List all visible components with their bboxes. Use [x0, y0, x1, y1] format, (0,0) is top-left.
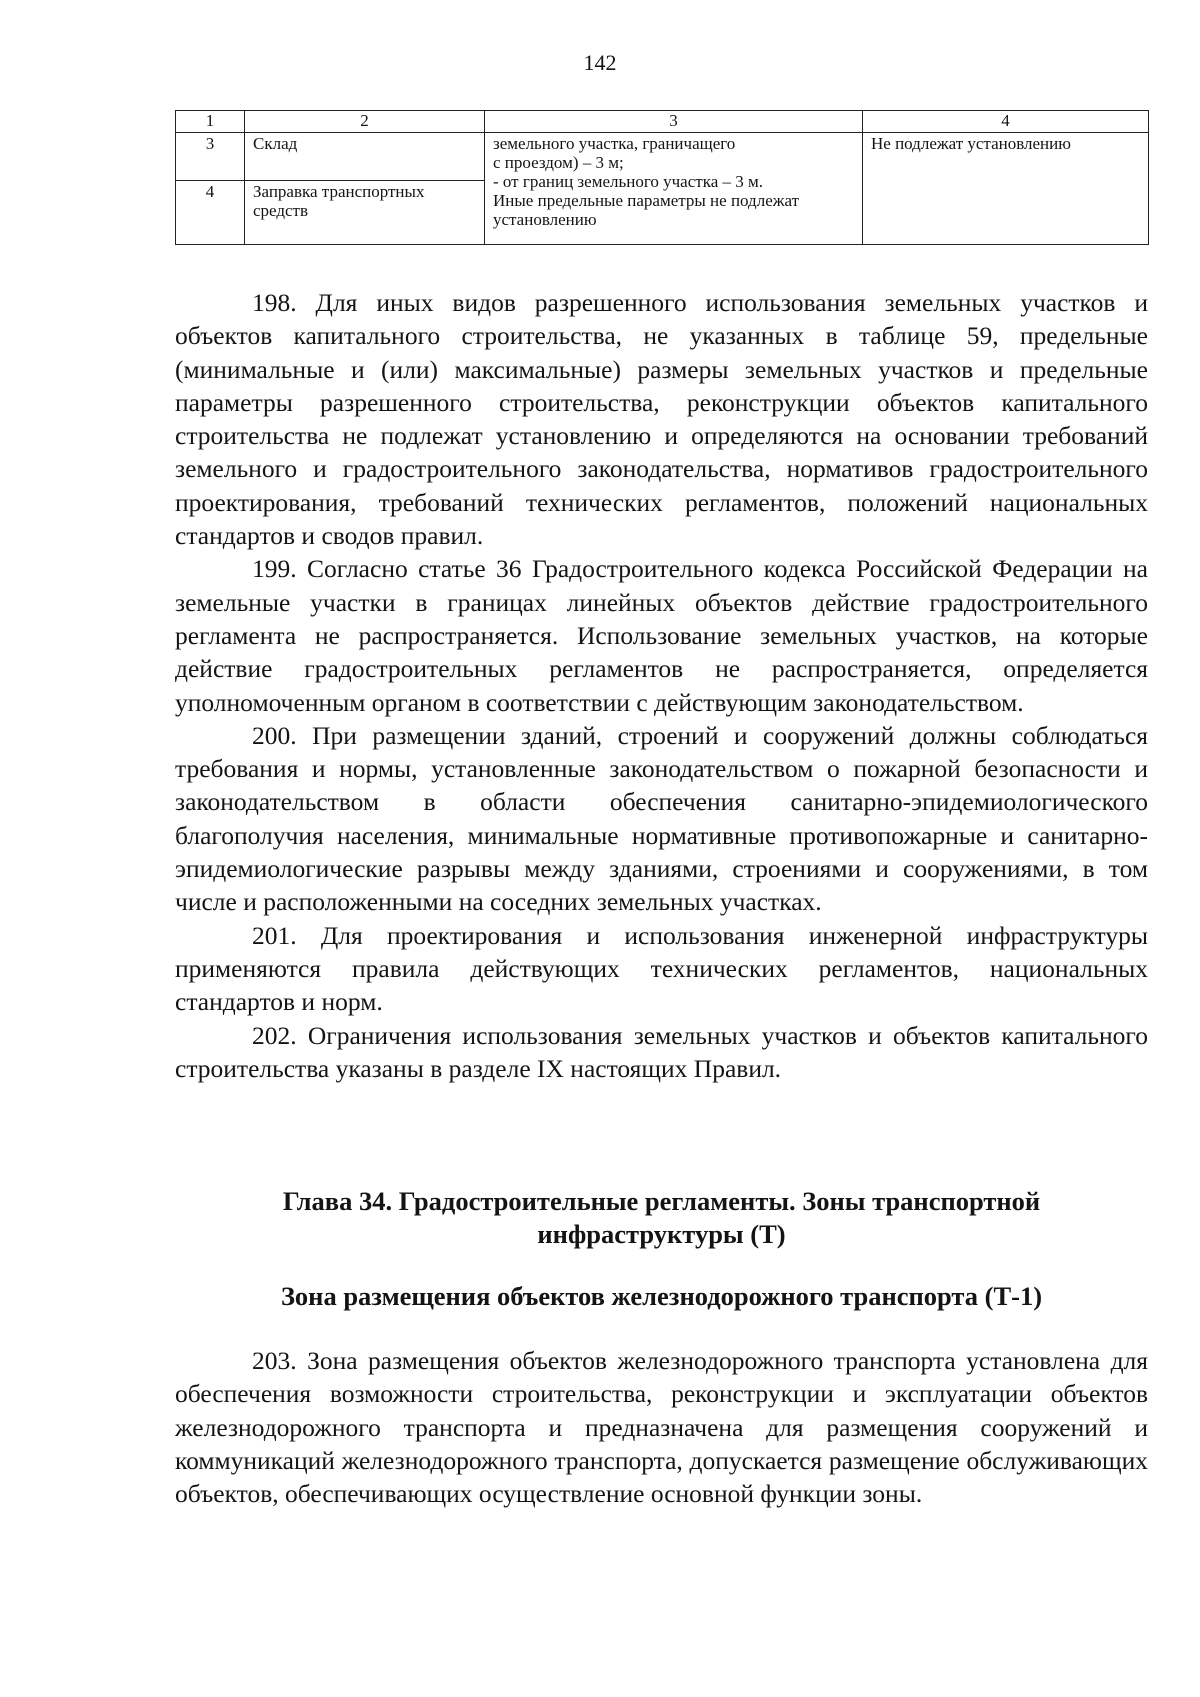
regulations-table [175, 110, 1149, 245]
parameters-cell [485, 133, 863, 245]
paragraph-199: 199. Согласно статье 36 Градостроительного кодекса Российской Федерации на земельные участки в границах линейных объектов действие градостроительного регламента не распространяется. Использование земельных участков, на которые действие градостроительных регламентов не распространяется, определяется уполномоченным органом в соответствии с действующим законодательством. [175, 554, 1148, 717]
table-row [176, 133, 1149, 181]
table-header-cell: 2 [245, 111, 485, 133]
table-header-row [176, 111, 1149, 133]
parameters-line: - от границ земельного участка – 3 м. [493, 172, 763, 191]
row-number: 4 [176, 181, 245, 245]
parameters-line: земельного участка, граничащего [493, 134, 736, 153]
paragraph-203: 203. Зона размещения объектов железнодорожного транспорта установлена для обеспечения возможности строительства, реконструкции и эксплуатации объектов железнодорожного транспорта и предназначена для размещения сооружений и коммуникаций железнодорожного транспорта, допускается размещение обслуживающих объектов, обеспечивающих осуществление основной функции зоны. [175, 1346, 1148, 1509]
zone-title: Зона размещения объектов железнодорожного транспорта (Т-1) [280, 1281, 1043, 1311]
chapter-title [175, 1185, 1148, 1251]
row-number: 3 [176, 133, 245, 181]
paragraph-201: 201. Для проектирования и использования инженерной инфраструктуры применяются правила действующих технических регламентов, национальных стандартов и норм. [175, 920, 1148, 1017]
paragraph-198: 198. Для иных видов разрешенного использования земельных участков и объектов капитального строительства, не указанных в таблице 59, предельные (минимальные и (или) максимальные) размеры земельных участков и предельные параметры разрешенного строительства, реконструкции объектов капитального строительства не подлежат установлению и определяются на основании требований земельного и градостроительного законодательства, нормативов градостроительного проектирования, требований технических регламентов, положений национальных стандартов и сводов правил. [175, 288, 1148, 551]
chapter-title-line: инфраструктуры (Т) [537, 1219, 786, 1249]
table-header-cell: 4 [863, 111, 1149, 133]
paragraph-202: 202. Ограничения использования земельных участков и объектов капитального строительства указаны в разделе IX настоящих Правил. [175, 1020, 1148, 1083]
table-header-cell: 1 [176, 111, 245, 133]
table-header-cell: 3 [485, 111, 863, 133]
use-type-name: Заправка транспортных средств [245, 181, 485, 245]
page-number: 142 [583, 50, 617, 75]
paragraph-200: 200. При размещении зданий, строений и сооружений должны соблюдаться требования и нормы, установленные законодательством о пожарной безопасности и законодательством в области обеспечения санитарно-эпидемиологического благополучия населения, минимальные нормативные противопожарные и санитарно-эпидемиологические разрывы между зданиями, строениями и сооружениями, в том числе и расположенными на соседних земельных участках. [175, 720, 1148, 917]
parameters-line: Иные предельные параметры не подлежат установлению [493, 191, 800, 229]
chapter-title-line: Глава 34. Градостроительные регламенты. Зоны транспортной [282, 1186, 1041, 1216]
limits-cell: Не подлежат установлению [863, 133, 1149, 245]
body-text [175, 286, 1148, 1085]
body-text-zone [175, 1344, 1148, 1510]
use-type-name: Склад [245, 133, 485, 181]
parameters-line: с проездом) – 3 м; [493, 153, 624, 172]
